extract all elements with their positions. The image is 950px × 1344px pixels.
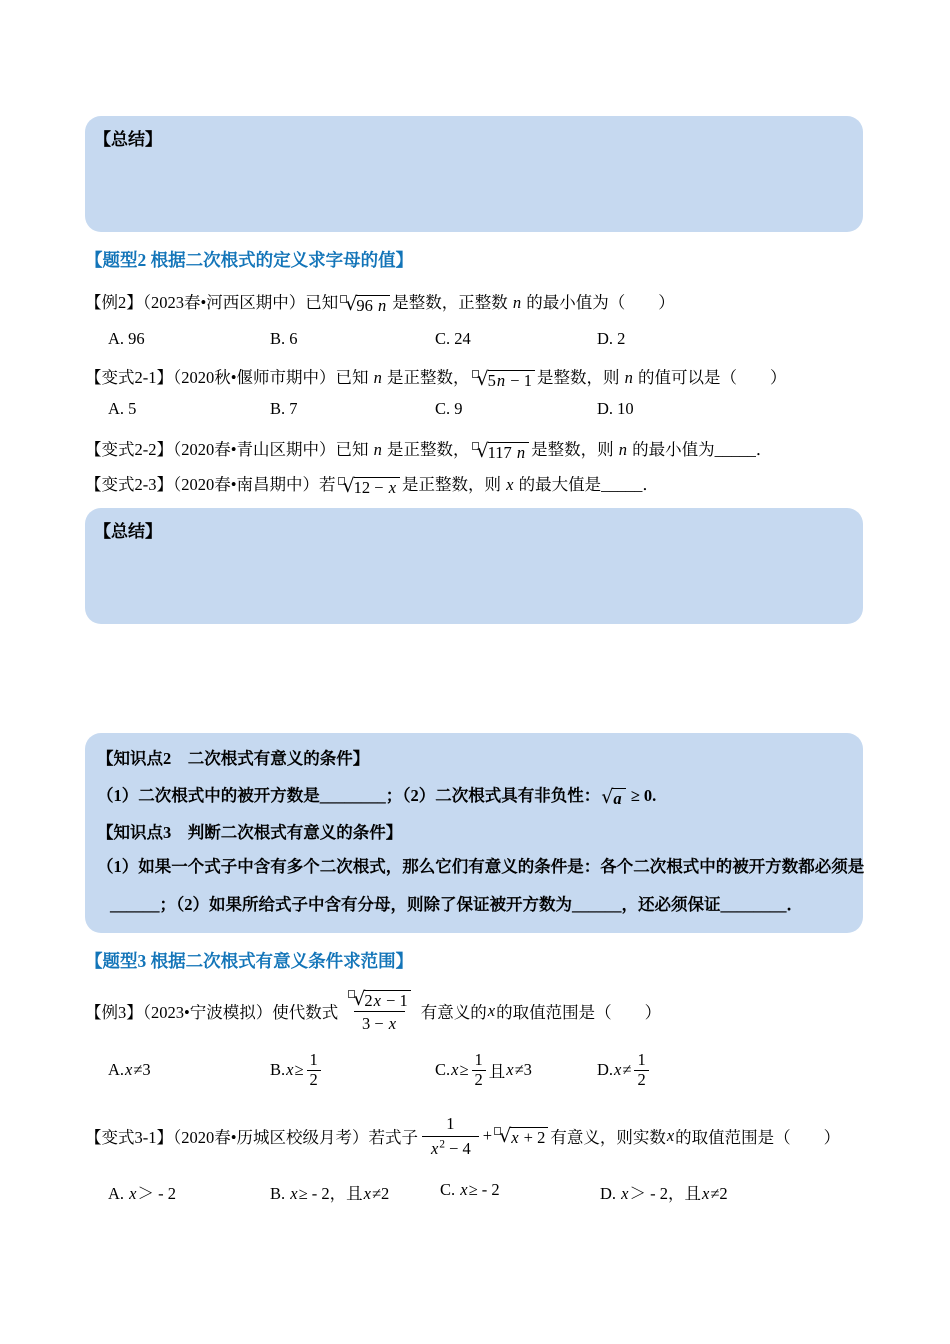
option-b: B. 6 — [270, 329, 298, 348]
plus-sign: + — [482, 1126, 493, 1145]
radicand: 12 − — [353, 477, 388, 497]
problem-text: 【变式2-3】（2020春•南昌期中）若 — [85, 475, 336, 494]
denominator: 3 − — [361, 1013, 388, 1033]
option-a: A. x＞ - 2 — [108, 1184, 176, 1203]
radicand: 2 — [364, 990, 373, 1010]
knowledge-text: ，还必须保证 — [621, 895, 721, 914]
math-var: n — [516, 442, 526, 462]
knowledge-line-4: （1）如果一个式子中含有多个二次根式，那么它们有意义的条件是：各个二次根式中的被开方数都必须是 — [97, 857, 865, 876]
radical-sign: √ — [601, 785, 614, 808]
problem-text: 的最小值为 — [628, 440, 715, 459]
blank-underline: _____ — [601, 475, 643, 494]
radical-sign: √ — [342, 474, 355, 497]
problem-line-ex3 — [85, 980, 661, 1042]
knowledge-title-2: 【知识点2 二次根式有意义的条件】 — [97, 749, 370, 768]
math-var: n — [373, 440, 382, 459]
radical-sign: √ — [476, 439, 489, 462]
summary-box-2 — [85, 508, 863, 624]
option-d: D. 2 — [597, 329, 626, 348]
knowledge-text: ；（2）如果所给式子中含有分母，则除了保证被开方数为 — [159, 895, 572, 914]
problem-line-v21 — [85, 364, 786, 389]
knowledge-line-2 — [97, 782, 656, 807]
math-var: n — [512, 293, 522, 312]
math-var: x — [506, 475, 514, 494]
math-var: x — [388, 477, 397, 497]
blank-underline: ______ — [110, 895, 160, 914]
radical — [494, 1124, 548, 1147]
fraction: $\frac{1}{2}$ — [472, 1051, 486, 1090]
problem-text: 有意义的 — [420, 1003, 487, 1022]
problem-text: 是整数，则 — [531, 440, 618, 459]
summary-label: 【总结】 — [94, 522, 162, 541]
fraction: $\frac{1}{2}$ — [634, 1051, 648, 1090]
fraction — [342, 988, 417, 1034]
section-heading-type2: 【题型2 根据二次根式的定义求字母的值】 — [85, 250, 414, 270]
math-var: x — [666, 1126, 675, 1145]
option-c: C. 9 — [435, 399, 463, 418]
problem-text: 是正整数，则 — [402, 475, 506, 494]
option-a: A. 96 — [108, 329, 145, 348]
problem-text: 是正整数， — [382, 368, 470, 387]
math-var: x — [373, 990, 381, 1010]
math-var: x — [511, 1127, 519, 1147]
option-a: A. x ≠3 — [108, 1060, 151, 1079]
summary-box-1 — [85, 116, 863, 232]
problem-text: 的值可以是（ ） — [633, 368, 787, 387]
math-var: a — [613, 788, 622, 808]
problem-text: ． — [642, 475, 659, 494]
math-var: x — [487, 1001, 496, 1020]
option-b: B. 7 — [270, 399, 298, 418]
radical-sign: √ — [499, 1124, 512, 1147]
exponent: 2 — [439, 1138, 445, 1150]
problem-text: 是整数，则 — [536, 368, 624, 387]
knowledge-text: ≥ 0. — [626, 786, 657, 805]
radicand: + 2 — [519, 1127, 546, 1147]
knowledge-text: ；（2）二次根式具有非负性： — [385, 786, 601, 805]
radical-sign: √ — [353, 987, 366, 1010]
radical — [348, 987, 411, 1010]
problem-text: 的最小值为（ ） — [522, 293, 675, 312]
blank-underline: ______ — [572, 895, 622, 914]
option-d: D. 10 — [597, 399, 634, 418]
problem-line-v31 — [85, 1106, 840, 1166]
problem-line-v22 — [85, 436, 772, 461]
problem-text: 是整数，正整数 — [392, 293, 512, 312]
problem-text: 的取值范围是（ ） — [675, 1128, 841, 1147]
knowledge-text: （1）二次根式中的被开方数是 — [97, 786, 320, 805]
blank-underline: _____ — [714, 440, 756, 459]
option-d: D. x＞ - 2，且x≠2 — [600, 1184, 728, 1203]
option-c: C. 24 — [435, 329, 471, 348]
radical — [601, 785, 625, 808]
knowledge-line-5 — [110, 891, 803, 915]
radicand: 5 — [487, 370, 496, 390]
option-c: C. x ≥ $\frac{1}{2}$ 且 x ≠3 — [435, 1049, 532, 1089]
problem-text: 是正整数， — [382, 440, 470, 459]
problem-text: 【例3】（2023•宁波模拟）使代数式 — [85, 1003, 339, 1022]
options-row-ex2 — [85, 329, 885, 351]
math-var: n — [373, 368, 382, 387]
radical-sign: √ — [476, 367, 489, 390]
problem-text: 【变式3-1】（2020春•历城区校级月考）若式子 — [85, 1128, 419, 1147]
denominator: − 4 — [444, 1138, 471, 1158]
math-var: x — [431, 1138, 439, 1158]
radicand: − 1 — [381, 990, 408, 1010]
problem-text: 【变式2-1】（2020秋•偃师市期中）已知 — [85, 368, 373, 387]
problem-text: 的最大值是 — [514, 475, 602, 494]
option-c: C. x≥ - 2 — [440, 1180, 500, 1199]
blank-underline: ________ — [720, 895, 787, 914]
radical — [340, 292, 390, 315]
option-d: D. x ≠ $\frac{1}{2}$ — [597, 1042, 652, 1098]
radical-sign: √ — [345, 292, 358, 315]
problem-text: 有意义，则实数 — [550, 1128, 666, 1147]
math-var: n — [378, 295, 387, 315]
knowledge-text: ． — [786, 895, 803, 914]
problem-text: 【例2】（2023春•河西区期中）已知 — [85, 293, 339, 312]
problem-text: 【变式2-2】（2020春•青山区期中）已知 — [85, 440, 373, 459]
numerator: 1 — [446, 1113, 455, 1133]
problem-text: ． — [755, 440, 773, 459]
radical — [472, 367, 535, 390]
math-var: n — [624, 368, 633, 387]
options-row-ex3 — [85, 1042, 905, 1098]
option-b: B. x≥ - 2，且x≠2 — [270, 1184, 390, 1203]
option-a: A. 5 — [108, 399, 137, 418]
option-b: B. x ≥ $\frac{1}{2}$ — [270, 1042, 324, 1098]
problem-line-v23 — [85, 471, 659, 496]
blank-underline: ________ — [319, 786, 386, 805]
math-var: n — [496, 370, 506, 390]
math-var: n — [618, 440, 628, 459]
fraction: $\frac{1}{2}$ — [307, 1051, 321, 1090]
radicand: 117 — [487, 442, 516, 462]
problem-text: 的取值范围是（ ） — [496, 1003, 662, 1022]
math-var: x — [388, 1013, 397, 1033]
radicand: 96 — [356, 295, 378, 315]
options-row-v21 — [85, 399, 885, 421]
radicand: − 1 — [506, 370, 532, 390]
problem-line-ex2 — [85, 289, 675, 314]
radical — [338, 474, 401, 497]
radical — [472, 439, 530, 462]
knowledge-title-3: 【知识点3 判断二次根式有意义的条件】 — [97, 823, 403, 842]
summary-label: 【总结】 — [94, 130, 162, 149]
options-row-v31 — [85, 1180, 885, 1202]
section-heading-type3: 【题型3 根据二次根式有意义条件求范围】 — [85, 951, 414, 971]
fraction — [422, 1114, 479, 1159]
